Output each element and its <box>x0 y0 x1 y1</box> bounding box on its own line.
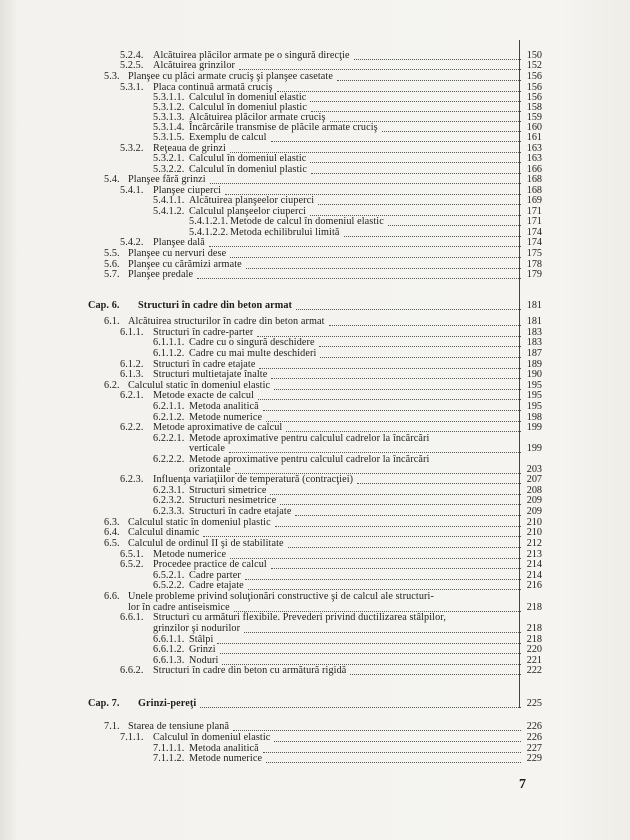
toc-entry-page: 214 <box>526 570 542 581</box>
toc-entry-title: Procedee practice de calcul <box>153 559 267 570</box>
toc-entry-number: 6.5.2.1. <box>153 570 185 581</box>
toc-entry-page: 156 <box>526 82 542 93</box>
toc-entry-title: Alcătuirea planşeelor ciuperci <box>189 195 315 206</box>
toc-entry-number: 5.3.1.3. <box>153 112 185 123</box>
toc-entry-title: Structuri în cadre etajate <box>189 506 292 517</box>
toc-entry-page: 168 <box>526 174 542 185</box>
toc-entry-number: 6.6.1.2. <box>153 644 185 655</box>
toc-entry-page: 171 <box>526 216 542 227</box>
toc-entry-page: 218 <box>526 634 542 645</box>
toc-entry-title: Calculul în domeniul plastic <box>189 164 307 175</box>
toc-entry-page: 203 <box>526 464 542 475</box>
toc-chapter-entry <box>88 697 524 710</box>
toc-entry-title: Calculul de ordinul II şi de stabilitate <box>128 538 284 549</box>
toc-entry-number: 5.3.1. <box>120 82 144 93</box>
toc-entry-page: 175 <box>526 248 542 259</box>
page-number: 7 <box>519 777 526 792</box>
toc-entry-title: Alcătuirea structurilor în cadre din beton armat <box>128 316 325 327</box>
toc-entry-number: 6.2.3. <box>120 474 144 485</box>
toc-entry-page: 199 <box>526 443 542 454</box>
toc-entry-page: 163 <box>526 143 542 154</box>
toc-entry-page: 179 <box>526 269 542 280</box>
toc-entry-page: 156 <box>526 71 542 82</box>
toc-entry-number: 6.6.1.3. <box>153 655 185 666</box>
toc-entry-page: 168 <box>526 185 542 196</box>
toc-entry-number: 6.6.1.1. <box>153 634 185 645</box>
toc-leader-dots <box>350 673 521 675</box>
toc-entry-number: 5.3. <box>104 71 120 82</box>
toc-entry-title: Calculul static în domeniul plastic <box>128 517 271 528</box>
toc-entry-number: 5.3.1.2. <box>153 102 185 113</box>
toc-entry-page: 221 <box>526 655 542 666</box>
toc-entry-page: 158 <box>526 102 542 113</box>
toc-entry-page: 183 <box>526 327 542 338</box>
toc-entry-title: Planşee fără grinzi <box>128 174 206 185</box>
toc-entry-title: Metode aproximative pentru calculul cadrelor la încărcări <box>189 433 430 444</box>
toc-entry-title: Calculul în domeniul elastic <box>153 732 271 743</box>
toc-entry-number: 6.5. <box>104 538 120 549</box>
toc-entry-title: Reţeaua de grinzi <box>153 143 226 154</box>
toc-entry-number: 6.2.1.2. <box>153 412 185 423</box>
toc-entry-title: Planşee ciuperci <box>153 185 222 196</box>
toc-entry-title: Structuri multietajate înalte <box>153 369 268 380</box>
toc-chapter-entry <box>88 299 524 312</box>
toc-entry-title: Metode numerice <box>189 753 263 764</box>
toc-entry-title: Metode aproximative pentru calculul cadrelor la încărcări <box>189 454 430 465</box>
toc-entry-number: 5.4.1.2. <box>153 206 185 217</box>
toc-entry-page: 226 <box>526 732 542 743</box>
toc-entry-title: Planşee dală <box>153 237 205 248</box>
toc-entry-number: 6.2.1.1. <box>153 401 185 412</box>
toc-entry-title: orizontale <box>189 464 231 475</box>
toc-entry-title: Grinzi <box>189 644 216 655</box>
toc-entry-title: Grinzi-pereţi <box>138 698 197 709</box>
toc-entry-number: 5.4.1.2.2. <box>189 227 229 238</box>
toc-entry-title: Cadre etajate <box>189 580 244 591</box>
toc-entry-title: Metode exacte de calcul <box>153 390 255 401</box>
toc-entry-title: Unele probleme privind soluţionări constructive şi de calcul ale structuri- <box>128 591 434 602</box>
toc-entry-page: 199 <box>526 422 542 433</box>
toc-entry <box>104 268 524 281</box>
toc-entry-number: 6.1.1.2. <box>153 348 185 359</box>
toc-entry-page: 216 <box>526 580 542 591</box>
toc-entry-page: 214 <box>526 559 542 570</box>
toc-entry-number: 5.3.1.1. <box>153 92 185 103</box>
toc-entry-page: 187 <box>526 348 542 359</box>
toc-entry-number: 6.1.1.1. <box>153 337 185 348</box>
toc-entry-title: Metoda echilibrului limită <box>230 227 340 238</box>
toc-entry-title: Alcătuirea grinzilor <box>153 60 236 71</box>
toc-entry-title: Alcătuirea plăcilor armate cruciş <box>189 112 326 123</box>
toc-entry-page: 195 <box>526 401 542 412</box>
toc-entry-title: verticale <box>189 443 225 454</box>
toc-entry-page: 220 <box>526 644 542 655</box>
toc-entry-number: 6.1.3. <box>120 369 144 380</box>
toc-entry-number: 6.2.2.1. <box>153 433 185 444</box>
toc-entry-title: Calculul în domeniul elastic <box>189 92 307 103</box>
toc-entry-title: Structuri în cadre-parter <box>153 327 254 338</box>
toc-entry-number: 5.3.1.4. <box>153 122 185 133</box>
toc-entry-page: 207 <box>526 474 542 485</box>
toc-entry-page: 222 <box>526 665 542 676</box>
toc-entry-page: 195 <box>526 390 542 401</box>
toc-entry-title: Planşee cu plăci armate cruciş şi planşee casetate <box>128 71 333 82</box>
toc-entry-title: Placa continuă armată cruciş <box>153 82 273 93</box>
toc-entry-number: 5.4. <box>104 174 120 185</box>
toc-entry-page: 178 <box>526 259 542 270</box>
toc-entry-page: 161 <box>526 132 542 143</box>
toc-entry-number: 5.7. <box>104 269 120 280</box>
toc-entry-number: 5.6. <box>104 259 120 270</box>
toc-entry-title: Noduri <box>189 655 219 666</box>
toc-entry-page: 166 <box>526 164 542 175</box>
toc-entry-number: 6.2.3.3. <box>153 506 185 517</box>
toc-entry-title: grinzilor şi nodurilor <box>153 623 241 634</box>
toc-entry-title: lor în cadre antiseismice <box>128 602 230 613</box>
toc-entry-title: Calculul dinamic <box>128 527 200 538</box>
toc-entry-number: 6.2.2.2. <box>153 454 185 465</box>
toc-entry-title: Structuri nesimetrice <box>189 495 277 506</box>
toc-entry-number: 6.5.1. <box>120 549 144 560</box>
toc-entry-number: 6.2.1. <box>120 390 144 401</box>
toc-entry-title: Calculul în domeniul plastic <box>189 102 307 113</box>
toc-entry-page: 163 <box>526 153 542 164</box>
toc-entry-title: Structuri simetrice <box>189 485 267 496</box>
toc-entry-title: Calculul static în domeniul elastic <box>128 380 271 391</box>
toc-entry-title: Alcătuirea plăcilor armate pe o singură direcţie <box>153 50 350 61</box>
toc-entry-title: Planşee cu nervuri dese <box>128 248 227 259</box>
toc-entry-page: 174 <box>526 237 542 248</box>
toc-entry-page: 152 <box>526 60 542 71</box>
toc-entry-number: 5.3.2. <box>120 143 144 154</box>
toc-entry-number: 6.6.1. <box>120 612 144 623</box>
toc-entry-title: Cadre cu mai multe deschideri <box>189 348 317 359</box>
toc-entry-title: Structuri cu armături flexibile. Prevederi privind ductilizarea stâlpilor, <box>153 612 446 623</box>
toc-leader-dots <box>266 761 521 763</box>
toc-entry-page: 171 <box>526 206 542 217</box>
toc-entry-title: Structuri în cadre din beton armat <box>138 300 293 311</box>
toc-entry-number: 7.1.1.2. <box>153 753 185 764</box>
toc-entry-page: 209 <box>526 506 542 517</box>
toc-entry-page: 210 <box>526 527 542 538</box>
toc-entry-page: 225 <box>526 698 542 709</box>
toc-entry-page: 181 <box>526 300 542 311</box>
toc-entry-page: 169 <box>526 195 542 206</box>
toc-entry-page: 208 <box>526 485 542 496</box>
toc-entry-title: Metoda analitică <box>189 743 259 754</box>
toc-entry-number: 6.6.2. <box>120 665 144 676</box>
toc-entry-page: 218 <box>526 623 542 634</box>
toc-entry-page: 210 <box>526 517 542 528</box>
toc-entry-number: 6.2.3.2. <box>153 495 185 506</box>
toc-entry-number: 6.2.3.1. <box>153 485 185 496</box>
toc-entry-number: Cap. 7. <box>88 698 120 709</box>
toc-entry-title: Calculul planşeelor ciuperci <box>189 206 307 217</box>
toc-entry-page: 213 <box>526 549 542 560</box>
toc-entry-title: Exemplu de calcul <box>189 132 267 143</box>
toc-entry-number: 7.1. <box>104 721 120 732</box>
toc-entry-number: 5.5. <box>104 248 120 259</box>
toc-entry-page: 229 <box>526 753 542 764</box>
toc-entry-number: 5.4.1.2.1. <box>189 216 229 227</box>
toc-entry-title: Cadre cu o singură deschidere <box>189 337 315 348</box>
toc-entry-title: Influenţa variaţiilor de temperatură (contracţiei) <box>153 474 354 485</box>
toc-entry-number: 6.4. <box>104 527 120 538</box>
toc-entry-number: 7.1.1. <box>120 732 144 743</box>
toc-entry-title: Structuri în cadre etajate <box>153 359 256 370</box>
toc-entry-page: 160 <box>526 122 542 133</box>
toc-entry-number: 6.5.2.2. <box>153 580 185 591</box>
toc-entry-title: Metode numerice <box>153 549 227 560</box>
toc-entry-page: 226 <box>526 721 542 732</box>
toc-entry-number: 5.4.1.1. <box>153 195 185 206</box>
toc-entry-number: 6.5.2. <box>120 559 144 570</box>
toc-entry-page: 174 <box>526 227 542 238</box>
toc-entry-number: 5.3.2.2. <box>153 164 185 175</box>
toc-entry-title: Încărcările transmise de plăcile armate cruciş <box>189 122 378 133</box>
toc-entry-number: Cap. 6. <box>88 300 120 311</box>
toc-entry-number: 6.1.2. <box>120 359 144 370</box>
toc-entry-number: 6.2. <box>104 380 120 391</box>
toc-leader-dots <box>200 706 521 708</box>
toc-entry-title: Metode aproximative de calcul <box>153 422 283 433</box>
toc-entry-page: 156 <box>526 92 542 103</box>
toc-entry-title: Calculul în domeniul elastic <box>189 153 307 164</box>
toc-entry-number: 5.3.2.1. <box>153 153 185 164</box>
toc-entry-page: 150 <box>526 50 542 61</box>
toc-entry-title: Planşee predale <box>128 269 194 280</box>
toc-entry-title: Metoda analitică <box>189 401 259 412</box>
toc-entry-number: 5.4.1. <box>120 185 144 196</box>
toc-entry-number: 5.2.5. <box>120 60 144 71</box>
toc-entry-number: 5.4.2. <box>120 237 144 248</box>
toc-entry-title: Structuri în cadre din beton cu armătură rigidă <box>153 665 347 676</box>
toc-entry-page: 190 <box>526 369 542 380</box>
toc-entry-number: 6.3. <box>104 517 120 528</box>
toc-entry <box>153 752 524 765</box>
toc-entry-number: 6.2.2. <box>120 422 144 433</box>
toc-entry-page: 212 <box>526 538 542 549</box>
toc-entry-title: Metode numerice <box>189 412 263 423</box>
toc-entry-title: Planşee cu cărămizi armate <box>128 259 242 270</box>
toc-entry-title: Cadre parter <box>189 570 241 581</box>
toc-entry-page: 189 <box>526 359 542 370</box>
toc-entry-number: 7.1.1.1. <box>153 743 185 754</box>
page-number-column-rule <box>519 40 520 708</box>
toc-entry-number: 5.2.4. <box>120 50 144 61</box>
toc-entry-number: 6.1.1. <box>120 327 144 338</box>
toc-entry-number: 6.6. <box>104 591 120 602</box>
toc-entry-title: Starea de tensiune plană <box>128 721 230 732</box>
toc-entry-number: 5.3.1.5. <box>153 132 185 143</box>
toc-leader-dots <box>197 277 521 279</box>
toc-entry-page: 198 <box>526 412 542 423</box>
toc-entry-title: Metode de calcul în domeniul elastic <box>230 216 384 227</box>
toc-entry-page: 209 <box>526 495 542 506</box>
toc-entry-number: 6.1. <box>104 316 120 327</box>
toc-entry-page: 181 <box>526 316 542 327</box>
toc-entry-page: 218 <box>526 602 542 613</box>
toc-entry-page: 183 <box>526 337 542 348</box>
toc-entry-page: 227 <box>526 743 542 754</box>
toc-leader-dots <box>296 308 521 310</box>
toc-entry-page: 159 <box>526 112 542 123</box>
toc-entry <box>120 664 524 677</box>
toc-entry-page: 195 <box>526 380 542 391</box>
toc-entry-title: Stâlpi <box>189 634 214 645</box>
